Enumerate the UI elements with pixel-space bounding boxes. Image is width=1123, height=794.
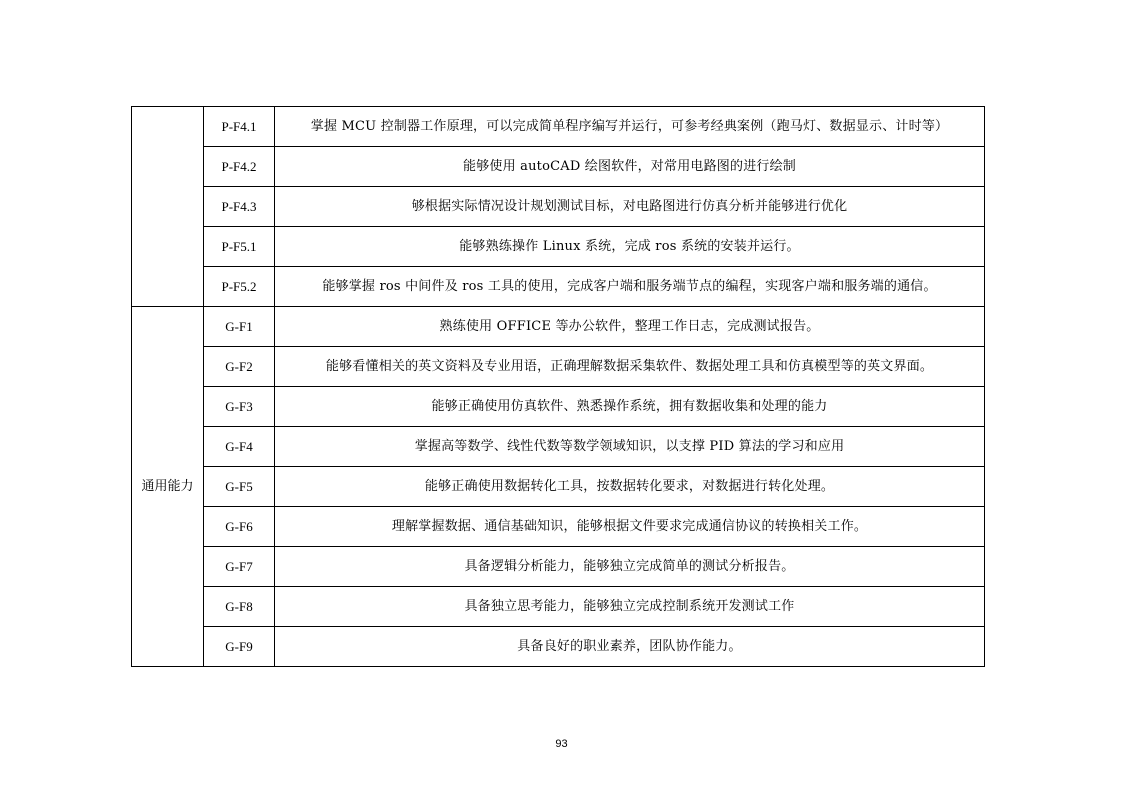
description-cell: 能够熟练操作 Linux 系统，完成 ros 系统的安装并运行。 xyxy=(275,227,985,267)
table-row xyxy=(132,387,985,427)
code-cell: G-F4 xyxy=(204,427,275,467)
description-cell: 熟练使用 OFFICE 等办公软件，整理工作日志，完成测试报告。 xyxy=(275,307,985,347)
description-cell: 能够看懂相关的英文资料及专业用语，正确理解数据采集软件、数据处理工具和仿真模型等的英文界面。 xyxy=(275,347,985,387)
code-cell: G-F3 xyxy=(204,387,275,427)
code-cell: P-F4.3 xyxy=(204,187,275,227)
code-cell: G-F2 xyxy=(204,347,275,387)
table-row xyxy=(132,627,985,667)
code-cell: G-F9 xyxy=(204,627,275,667)
description-cell: 够根据实际情况设计规划测试目标，对电路图进行仿真分析并能够进行优化 xyxy=(275,187,985,227)
category-cell xyxy=(132,107,204,307)
description-cell: 具备独立思考能力，能够独立完成控制系统开发测试工作 xyxy=(275,587,985,627)
table-row xyxy=(132,107,985,147)
competency-table xyxy=(131,106,985,667)
description-cell: 具备逻辑分析能力，能够独立完成简单的测试分析报告。 xyxy=(275,547,985,587)
page-number: 93 xyxy=(555,738,568,750)
description-cell: 能够掌握 ros 中间件及 ros 工具的使用，完成客户端和服务端节点的编程，实现客户端和服务端的通信。 xyxy=(275,267,985,307)
code-cell: G-F1 xyxy=(204,307,275,347)
description-cell: 掌握高等数学、线性代数等数学领域知识，以支撑 PID 算法的学习和应用 xyxy=(275,427,985,467)
description-cell: 能够正确使用数据转化工具，按数据转化要求，对数据进行转化处理。 xyxy=(275,467,985,507)
table-row xyxy=(132,187,985,227)
table-row xyxy=(132,587,985,627)
code-cell: P-F5.1 xyxy=(204,227,275,267)
code-cell: G-F6 xyxy=(204,507,275,547)
table-row xyxy=(132,547,985,587)
table-row xyxy=(132,267,985,307)
code-cell: P-F4.1 xyxy=(204,107,275,147)
code-cell: P-F4.2 xyxy=(204,147,275,187)
category-cell: 通用能力 xyxy=(132,307,204,667)
table-row xyxy=(132,507,985,547)
description-cell: 具备良好的职业素养，团队协作能力。 xyxy=(275,627,985,667)
code-cell: G-F7 xyxy=(204,547,275,587)
table-row xyxy=(132,347,985,387)
table-row xyxy=(132,147,985,187)
table-row xyxy=(132,307,985,347)
code-cell: G-F8 xyxy=(204,587,275,627)
code-cell: P-F5.2 xyxy=(204,267,275,307)
description-cell: 理解掌握数据、通信基础知识，能够根据文件要求完成通信协议的转换相关工作。 xyxy=(275,507,985,547)
table-row xyxy=(132,227,985,267)
description-cell: 能够使用 autoCAD 绘图软件，对常用电路图的进行绘制 xyxy=(275,147,985,187)
description-cell: 能够正确使用仿真软件、熟悉操作系统，拥有数据收集和处理的能力 xyxy=(275,387,985,427)
description-cell: 掌握 MCU 控制器工作原理，可以完成简单程序编写并运行，可参考经典案例（跑马灯、数据显示、计时等） xyxy=(275,107,985,147)
table-row xyxy=(132,427,985,467)
code-cell: G-F5 xyxy=(204,467,275,507)
table-row xyxy=(132,467,985,507)
